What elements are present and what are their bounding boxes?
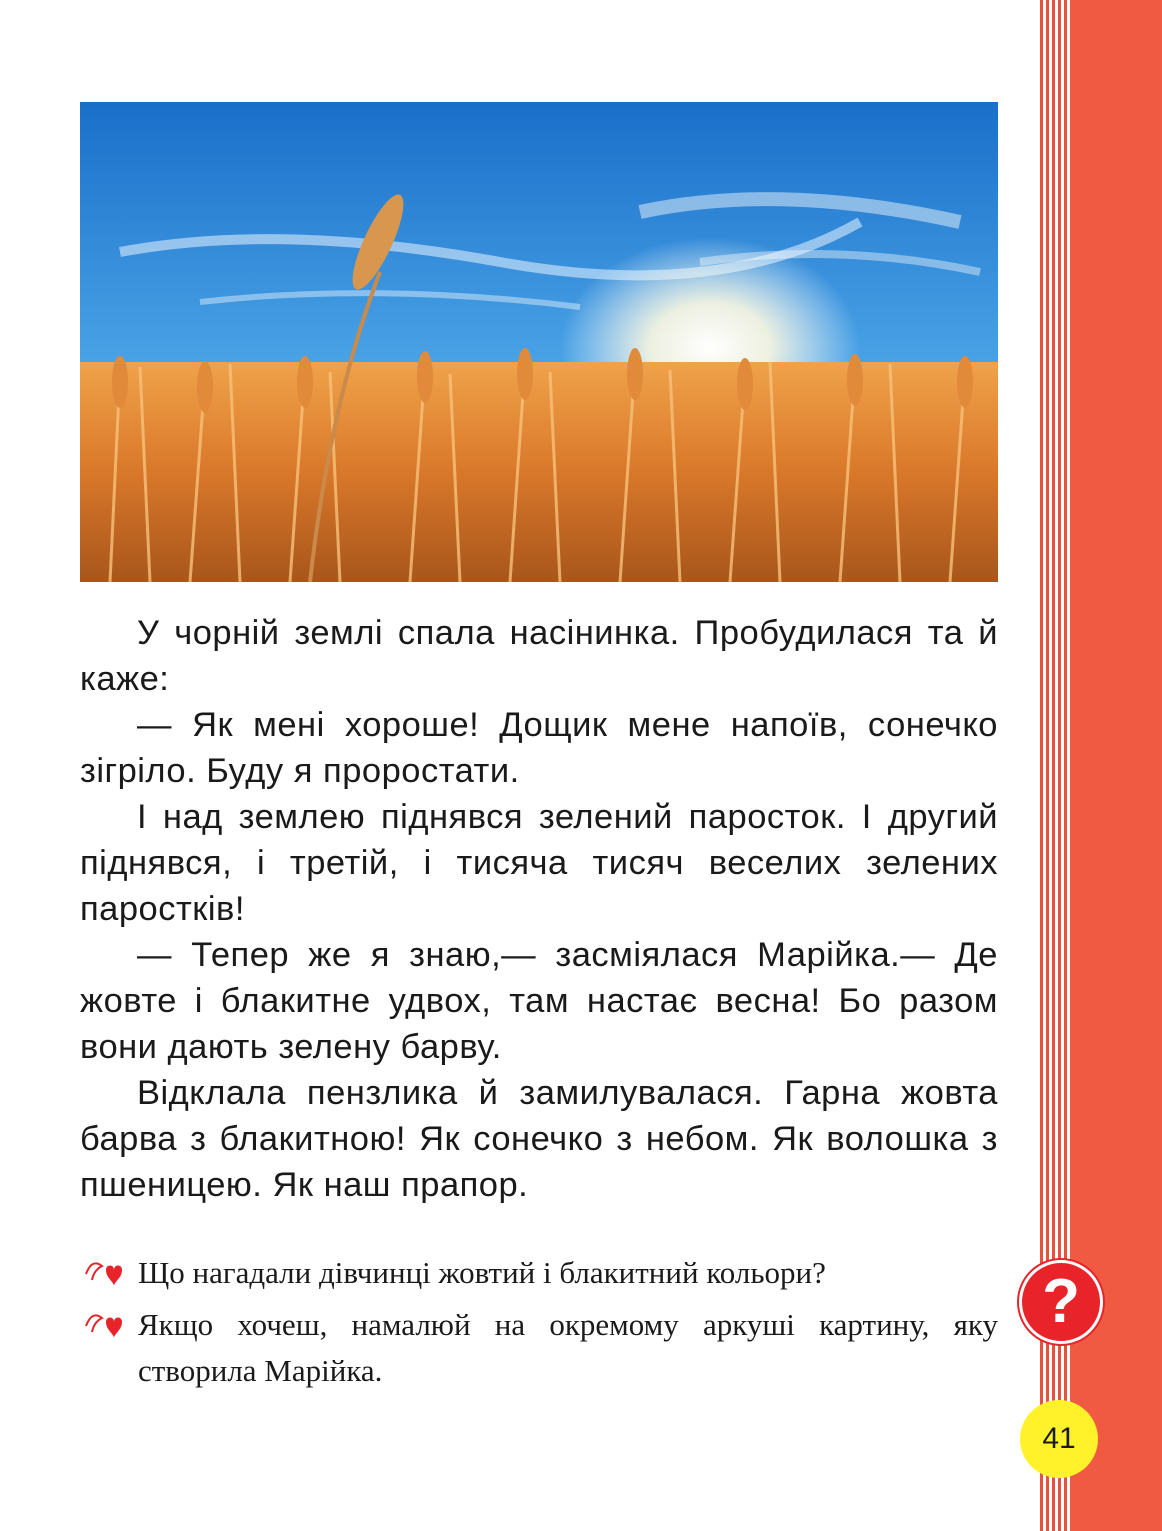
story-paragraph-5: Відклала пензлика й замилувалася. Гарна жовта барва з блакитною! Як сонечко з небом. Як волошка з пшеницею. Як наш прапор. [80,1074,998,1204]
story-paragraph-4: — Тепер же я знаю,— засміялася Марійка.— Де жовте і блакитне удвох, там настає весна! Бо разом вони дають зелену барву. [80,936,998,1066]
questions-section [80,1250,998,1400]
page-number: 41 [1020,1400,1098,1478]
wheat-field-photo [80,102,998,582]
story-text [80,610,998,1208]
question-item [80,1250,998,1296]
story-paragraph-1: У чорній землі спала насінинка. Пробудилася та й каже: [80,614,998,698]
question-item [80,1302,998,1394]
question-text: Якщо хочеш, намалюй на окремому аркуші картину, яку створила Марійка. [138,1307,998,1388]
question-mark-badge: ? [1019,1260,1103,1344]
story-paragraph-2: — Як мені хороше! Дощик мене напоїв, сонечко зігріло. Буду я проростати. [80,706,998,790]
pencil-heart-icon [82,1256,126,1290]
story-paragraph-3: І над землею піднявся зелений паросток. І другий піднявся, і третій, і тисяча тисяч веселих зелених паростків! [80,798,998,928]
pencil-heart-icon [82,1308,126,1342]
question-text: Що нагадали дівчинці жовтий і блакитний кольори? [138,1255,826,1290]
